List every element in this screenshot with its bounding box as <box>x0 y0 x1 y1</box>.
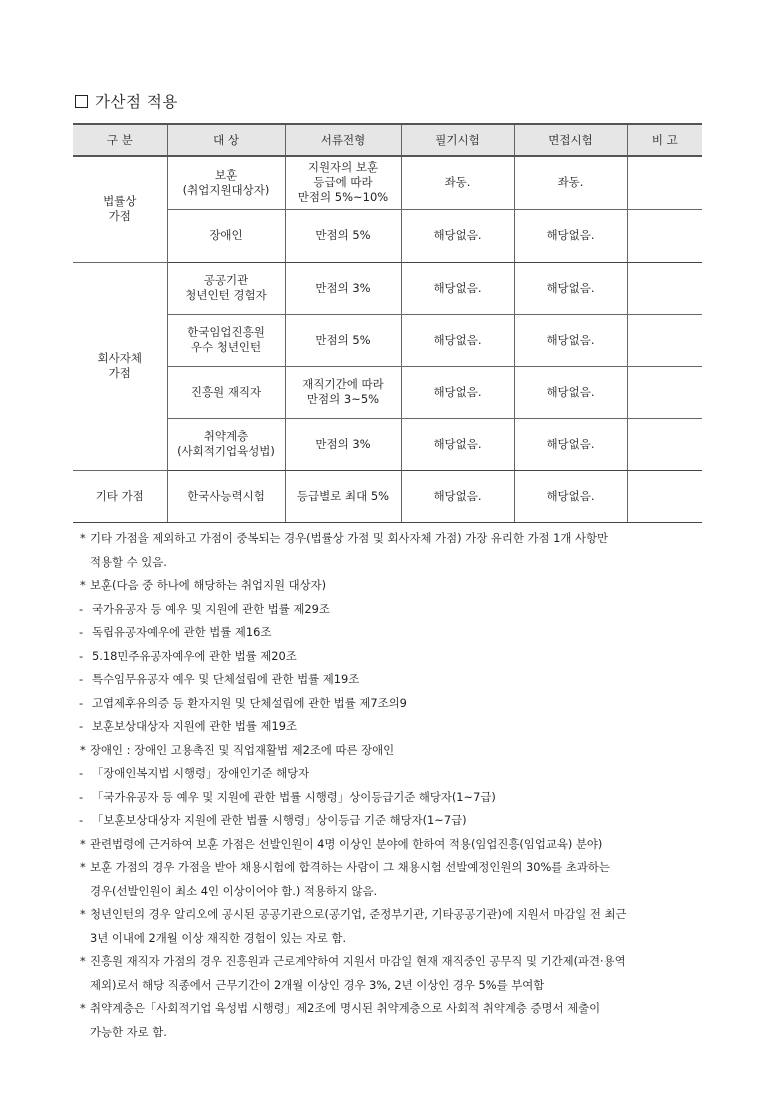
column-header: 대 상 <box>167 124 285 156</box>
cell-line: 법률상 <box>103 194 137 209</box>
note-text <box>92 809 705 833</box>
group-label <box>73 470 167 522</box>
note-cell <box>627 470 702 522</box>
cell-line: 만점의 3~5% <box>306 392 380 406</box>
column-header: 필기시험 <box>401 124 514 156</box>
note-line: 「국가유공자 등 예우 및 지원에 관한 법률 시행령」상이등급기준 해당자(1~7급) <box>92 789 496 804</box>
note-line: 국가유공자 등 예우 및 지원에 관한 법률 제29조 <box>92 601 330 616</box>
table-row <box>73 314 702 366</box>
column-header: 면접시험 <box>514 124 627 156</box>
cell-line: (사회적기업육성법) <box>177 444 275 458</box>
table-row <box>73 418 702 470</box>
written-exam-cell: 해당없음. <box>401 262 514 314</box>
note-line: 적용할 수 있음. <box>90 554 167 569</box>
target-cell <box>167 418 285 470</box>
document-score-cell <box>285 314 401 366</box>
cell-line: 만점의 5% <box>315 332 371 347</box>
note-line: 고엽제후유의증 등 환자지원 및 단체설립에 관한 법률 제7조의9 <box>92 695 407 710</box>
section-title <box>75 90 178 112</box>
note-line: 제외)로서 해당 직종에서 근무기간이 2개월 이상인 경우 3%, 2년 이상인 경우 5%를 부여함 <box>90 977 545 992</box>
interview-cell: 해당없음. <box>514 366 627 418</box>
document-score-cell <box>285 470 401 522</box>
note-text <box>90 574 705 598</box>
table-row <box>73 156 702 209</box>
note-cell <box>627 156 702 209</box>
document-score-cell <box>285 418 401 470</box>
target-cell <box>167 366 285 418</box>
note-item <box>80 621 705 645</box>
cell-line: 만점의 5%~10% <box>297 190 389 205</box>
note-item <box>80 739 705 763</box>
target-cell <box>167 262 285 314</box>
note-line: 보훈 가점의 경우 가점을 받아 채용시험에 합격하는 사람이 그 채용시험 선발예정인원의 30%를 초과하는 <box>90 860 610 874</box>
table-row <box>73 262 702 314</box>
note-line: 독립유공자예우에 관한 법률 제16조 <box>92 625 272 639</box>
note-line: 취약계층은「사회적기업 육성법 시행령」제2조에 명시된 취약계층으로 사회적 취약계층 증명서 제출이 <box>90 1001 601 1015</box>
note-text <box>92 715 705 739</box>
note-text <box>90 833 705 857</box>
cell-line: 한국임업진흥원 <box>187 325 265 340</box>
document-score-cell <box>285 209 401 262</box>
note-line: 가능한 자로 함. <box>90 1024 167 1039</box>
cell-line: 기타 가점 <box>95 488 144 503</box>
note-text <box>92 692 705 716</box>
target-cell <box>167 209 285 262</box>
note-line: 보훈(다음 중 하나에 해당하는 취업지원 대상자) <box>90 578 327 592</box>
note-item <box>80 598 705 622</box>
bullet-dash: - <box>79 695 84 710</box>
cell-line: 장애인 <box>209 228 243 243</box>
cell-line: 우수 청년인턴 <box>190 340 262 354</box>
interview-cell: 좌동. <box>514 156 627 209</box>
bullet-dash: - <box>79 766 84 780</box>
bullet-dash: - <box>79 648 84 663</box>
cell-line: (취업지원대상자) <box>182 182 270 197</box>
table-header-row <box>73 124 702 156</box>
note-line: 경우(선발인원이 최소 4인 이상이어야 함.) 적용하지 않음. <box>90 883 378 898</box>
written-exam-cell: 해당없음. <box>401 314 514 366</box>
note-cell <box>627 262 702 314</box>
cell-line: 만점의 3% <box>315 280 371 295</box>
note-item <box>80 856 705 903</box>
note-text <box>92 762 705 786</box>
written-exam-cell: 해당없음. <box>401 366 514 418</box>
note-cell <box>627 366 702 418</box>
bullet-dash: - <box>79 601 84 616</box>
note-text <box>90 856 705 903</box>
note-text <box>92 621 705 645</box>
written-exam-cell: 해당없음. <box>401 418 514 470</box>
interview-cell: 해당없음. <box>514 314 627 366</box>
cell-line: 보훈 <box>214 167 238 182</box>
note-item <box>80 574 705 598</box>
bullet-star: * <box>80 836 86 851</box>
written-exam-cell: 해당없음. <box>401 470 514 522</box>
note-line: 5.18민주유공자예우에 관한 법률 제20조 <box>92 648 297 663</box>
note-item <box>80 903 705 950</box>
cell-line: 만점의 3% <box>315 436 371 451</box>
note-line: 기타 가점을 제외하고 가점이 중복되는 경우(법률상 가점 및 회사자체 가점) 가장 유리한 가점 1개 사항만 <box>90 531 608 545</box>
cell-line: 회사자체 <box>97 351 142 366</box>
note-line: 진흥원 재직자 가점의 경우 진흥원과 근로계약하여 지원서 마감일 현재 재직중인 공무직 및 기간제(파견·용역 <box>90 954 626 968</box>
note-item <box>80 950 705 997</box>
cell-line: 재직기간에 따라 <box>302 377 384 392</box>
cell-line: 만점의 5% <box>315 228 371 243</box>
cell-line: 등급에 따라 <box>313 175 373 190</box>
note-line: 관련법령에 근거하여 보훈 가점은 선발인원이 4명 이상인 분야에 한하여 적용(임업진흥(임업교육) 분야) <box>90 836 603 851</box>
bullet-dash: - <box>79 719 84 733</box>
note-text <box>90 950 705 997</box>
interview-cell: 해당없음. <box>514 209 627 262</box>
cell-line: 가점 <box>108 209 131 224</box>
checkbox-icon <box>75 95 88 108</box>
note-text <box>90 903 705 950</box>
bullet-star: * <box>80 531 86 545</box>
note-item <box>80 668 705 692</box>
note-text <box>90 739 705 763</box>
note-text <box>92 668 705 692</box>
column-header: 비 고 <box>627 124 702 156</box>
bullet-star: * <box>80 860 86 874</box>
cell-line: 한국사능력시험 <box>187 488 265 503</box>
bonus-points-table <box>73 123 702 523</box>
bullet-star: * <box>80 907 86 921</box>
note-item <box>80 809 705 833</box>
document-score-cell <box>285 156 401 209</box>
column-header: 구 분 <box>73 124 167 156</box>
group-label <box>73 262 167 470</box>
note-cell <box>627 209 702 262</box>
note-item <box>80 997 705 1044</box>
note-line: 특수임무유공자 예우 및 단체설립에 관한 법률 제19조 <box>92 672 360 686</box>
table-row <box>73 209 702 262</box>
cell-line: 공공기관 <box>203 273 249 288</box>
note-line: 「보훈보상대상자 지원에 관한 법률 시행령」상이등급 기준 해당자(1~7급) <box>92 813 467 827</box>
note-item <box>80 786 705 810</box>
cell-line: 가점 <box>108 366 131 380</box>
note-item <box>80 715 705 739</box>
note-text <box>92 598 705 622</box>
note-text <box>92 645 705 669</box>
note-text <box>92 786 705 810</box>
bullet-star: * <box>80 954 86 968</box>
notes-section <box>80 527 705 1044</box>
note-item <box>80 692 705 716</box>
cell-line: 등급별로 최대 5% <box>296 488 390 503</box>
note-line: 3년 이내에 2개월 이상 재직한 경험이 있는 자로 함. <box>90 930 347 945</box>
bullet-star: * <box>80 578 86 592</box>
section-title-text: 가산점 적용 <box>95 93 178 111</box>
note-item <box>80 527 705 574</box>
cell-line: 청년인턴 경험자 <box>185 288 267 302</box>
bullet-dash: - <box>79 625 84 639</box>
table-row <box>73 366 702 418</box>
column-header: 서류전형 <box>285 124 401 156</box>
note-cell <box>627 314 702 366</box>
note-cell <box>627 418 702 470</box>
interview-cell: 해당없음. <box>514 262 627 314</box>
document-score-cell <box>285 262 401 314</box>
note-text <box>90 527 705 574</box>
note-item <box>80 645 705 669</box>
target-cell <box>167 470 285 522</box>
group-label <box>73 156 167 262</box>
written-exam-cell: 좌동. <box>401 156 514 209</box>
note-text <box>90 997 705 1044</box>
bullet-dash: - <box>79 813 84 827</box>
note-line: 「장애인복지법 시행령」장애인기준 해당자 <box>92 766 310 780</box>
table-row <box>73 470 702 522</box>
written-exam-cell: 해당없음. <box>401 209 514 262</box>
cell-line: 지원자의 보훈 <box>307 160 379 175</box>
interview-cell: 해당없음. <box>514 418 627 470</box>
target-cell <box>167 314 285 366</box>
note-item <box>80 833 705 857</box>
bullet-star: * <box>80 1001 86 1015</box>
note-line: 청년인턴의 경우 알리오에 공시된 공공기관으로(공기업, 준정부기관, 기타공공기관)에 지원서 마감일 전 최근 <box>90 907 627 921</box>
interview-cell: 해당없음. <box>514 470 627 522</box>
bullet-dash: - <box>79 789 84 804</box>
bullet-star: * <box>80 742 86 757</box>
cell-line: 취약계층 <box>203 429 249 444</box>
note-line: 장애인 : 장애인 고용촉진 및 직업재활법 제2조에 따른 장애인 <box>90 742 395 757</box>
document-score-cell <box>285 366 401 418</box>
target-cell <box>167 156 285 209</box>
note-line: 보훈보상대상자 지원에 관한 법률 제19조 <box>92 719 298 733</box>
bullet-dash: - <box>79 672 84 686</box>
cell-line: 진흥원 재직자 <box>190 384 262 399</box>
note-item <box>80 762 705 786</box>
